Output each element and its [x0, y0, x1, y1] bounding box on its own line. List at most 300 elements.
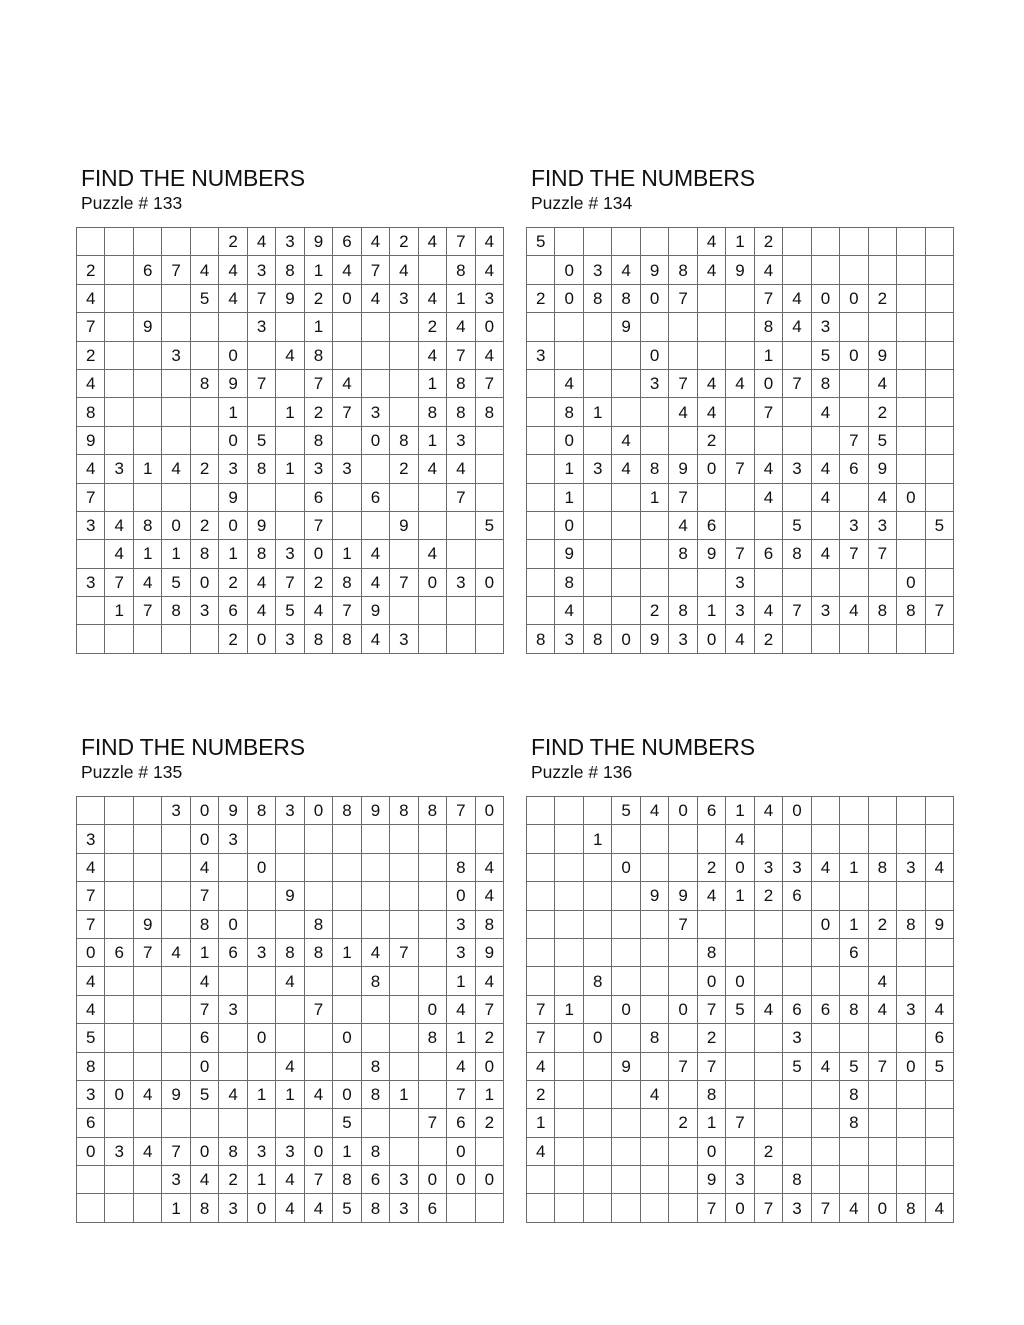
grid-cell: 4 [105, 511, 133, 539]
grid-cell [754, 1052, 782, 1080]
grid-cell [925, 284, 953, 312]
grid-cell: 2 [527, 1080, 555, 1108]
grid-cell [583, 1194, 611, 1222]
grid-row [527, 995, 954, 1023]
grid-cell: 9 [276, 882, 304, 910]
grid-cell: 4 [697, 369, 725, 397]
grid-cell: 4 [754, 597, 782, 625]
grid-cell: 1 [583, 825, 611, 853]
grid-cell [754, 1024, 782, 1052]
grid-cell: 8 [304, 426, 332, 454]
grid-cell [276, 483, 304, 511]
grid-cell: 1 [276, 398, 304, 426]
grid-cell: 6 [333, 228, 361, 256]
grid-cell: 7 [304, 1166, 332, 1194]
grid-cell [527, 426, 555, 454]
grid-cell [219, 967, 247, 995]
grid-cell: 8 [897, 1194, 925, 1222]
grid-cell [162, 398, 190, 426]
grid-cell [697, 313, 725, 341]
grid-cell: 0 [811, 284, 839, 312]
grid-cell [475, 1194, 503, 1222]
grid-cell [840, 625, 868, 653]
grid-cell: 4 [612, 426, 640, 454]
grid-cell [247, 882, 275, 910]
grid-cell: 2 [304, 568, 332, 596]
grid-row [527, 797, 954, 825]
grid-cell [105, 910, 133, 938]
grid-cell [583, 511, 611, 539]
grid-cell [840, 967, 868, 995]
grid-cell: 4 [726, 369, 754, 397]
grid-cell: 4 [247, 597, 275, 625]
grid-cell [925, 1166, 953, 1194]
grid-cell [133, 882, 161, 910]
grid-row [527, 511, 954, 539]
grid-cell [304, 882, 332, 910]
grid-cell [811, 1080, 839, 1108]
grid-cell [640, 1052, 668, 1080]
grid-cell: 9 [612, 1052, 640, 1080]
grid-cell [783, 341, 811, 369]
grid-cell [219, 882, 247, 910]
grid-cell [447, 540, 475, 568]
grid-cell [133, 398, 161, 426]
grid-cell: 4 [754, 455, 782, 483]
grid-cell: 3 [897, 995, 925, 1023]
grid-cell [390, 540, 418, 568]
grid-cell [726, 511, 754, 539]
grid-cell: 3 [276, 797, 304, 825]
grid-cell [105, 967, 133, 995]
grid-cell: 5 [190, 1080, 218, 1108]
grid-cell [669, 228, 697, 256]
grid-cell: 9 [697, 1166, 725, 1194]
grid-row [77, 1194, 504, 1222]
grid-cell: 5 [811, 341, 839, 369]
grid-cell [333, 825, 361, 853]
grid-cell [333, 341, 361, 369]
grid-cell: 0 [555, 511, 583, 539]
grid-cell: 8 [868, 853, 896, 881]
grid-cell: 7 [418, 1109, 446, 1137]
grid-cell [527, 483, 555, 511]
grid-cell [783, 228, 811, 256]
grid-cell: 0 [897, 568, 925, 596]
grid-cell: 4 [669, 398, 697, 426]
grid-cell [840, 369, 868, 397]
grid-cell: 2 [475, 1109, 503, 1137]
grid-cell [105, 483, 133, 511]
grid-cell [527, 597, 555, 625]
grid-cell [555, 910, 583, 938]
grid-cell: 0 [247, 625, 275, 653]
grid-cell [925, 825, 953, 853]
grid-cell: 3 [754, 853, 782, 881]
grid-cell [583, 1052, 611, 1080]
grid-cell: 0 [612, 625, 640, 653]
grid-cell: 6 [304, 483, 332, 511]
grid-row [527, 426, 954, 454]
grid-cell: 4 [925, 1194, 953, 1222]
grid-cell [276, 825, 304, 853]
grid-row [77, 1024, 504, 1052]
grid-cell: 9 [390, 511, 418, 539]
grid-cell: 9 [868, 341, 896, 369]
grid-cell [669, 1137, 697, 1165]
grid-cell: 4 [783, 284, 811, 312]
grid-cell: 4 [868, 483, 896, 511]
grid-cell: 1 [390, 1080, 418, 1108]
grid-cell: 8 [447, 256, 475, 284]
grid-cell [897, 341, 925, 369]
grid-cell: 7 [190, 882, 218, 910]
grid-cell [162, 825, 190, 853]
grid-cell [840, 568, 868, 596]
grid-cell: 1 [190, 938, 218, 966]
grid-cell [105, 1024, 133, 1052]
grid-row [77, 1137, 504, 1165]
grid-cell [162, 1024, 190, 1052]
grid-cell: 7 [669, 910, 697, 938]
grid-cell: 4 [247, 228, 275, 256]
grid-cell: 8 [333, 568, 361, 596]
grid-cell: 0 [418, 995, 446, 1023]
grid-cell: 0 [447, 1137, 475, 1165]
grid-cell [361, 1109, 389, 1137]
grid-cell [868, 313, 896, 341]
grid-cell [133, 228, 161, 256]
grid-cell [219, 853, 247, 881]
grid-cell [840, 398, 868, 426]
grid-cell [133, 341, 161, 369]
grid-cell [190, 341, 218, 369]
grid-cell: 3 [390, 284, 418, 312]
grid-cell: 7 [811, 1194, 839, 1222]
grid-cell: 7 [726, 1109, 754, 1137]
grid-cell [77, 540, 105, 568]
grid-cell: 7 [527, 1024, 555, 1052]
grid-cell: 7 [333, 597, 361, 625]
grid-cell [333, 995, 361, 1023]
grid-cell: 4 [868, 967, 896, 995]
grid-cell: 8 [583, 284, 611, 312]
grid-cell [669, 1194, 697, 1222]
grid-cell [527, 568, 555, 596]
grid-cell: 3 [190, 597, 218, 625]
grid-cell: 8 [447, 369, 475, 397]
grid-cell: 6 [840, 938, 868, 966]
grid-cell [612, 398, 640, 426]
grid-cell [811, 1166, 839, 1194]
grid-cell [105, 1109, 133, 1137]
grid-cell: 9 [868, 455, 896, 483]
grid-cell [555, 1137, 583, 1165]
grid-row [527, 825, 954, 853]
grid-cell [925, 398, 953, 426]
grid-cell: 8 [361, 1194, 389, 1222]
grid-cell: 8 [418, 797, 446, 825]
grid-cell: 0 [190, 797, 218, 825]
grid-cell: 7 [133, 597, 161, 625]
grid-cell: 4 [475, 228, 503, 256]
grid-cell [390, 853, 418, 881]
number-grid [76, 796, 504, 1223]
grid-cell: 6 [783, 882, 811, 910]
grid-cell [418, 1080, 446, 1108]
grid-cell [726, 284, 754, 312]
grid-row [527, 597, 954, 625]
grid-cell: 4 [219, 256, 247, 284]
grid-cell [361, 511, 389, 539]
grid-cell: 4 [726, 625, 754, 653]
grid-row [527, 1137, 954, 1165]
grid-cell [640, 398, 668, 426]
grid-cell: 3 [276, 228, 304, 256]
grid-cell: 4 [105, 540, 133, 568]
grid-cell: 0 [361, 426, 389, 454]
grid-cell: 1 [418, 369, 446, 397]
grid-cell: 0 [190, 1137, 218, 1165]
grid-row [527, 1052, 954, 1080]
grid-cell [840, 1024, 868, 1052]
grid-cell [133, 426, 161, 454]
grid-cell: 0 [475, 568, 503, 596]
grid-cell: 0 [190, 568, 218, 596]
grid-cell [390, 398, 418, 426]
grid-cell [640, 228, 668, 256]
grid-cell: 3 [447, 938, 475, 966]
grid-cell [133, 625, 161, 653]
grid-cell: 4 [868, 995, 896, 1023]
grid-cell [897, 1109, 925, 1137]
grid-cell: 8 [190, 910, 218, 938]
grid-cell: 3 [105, 1137, 133, 1165]
grid-cell [612, 825, 640, 853]
grid-cell [811, 625, 839, 653]
grid-cell: 7 [247, 369, 275, 397]
grid-cell: 3 [390, 1194, 418, 1222]
grid-cell [811, 967, 839, 995]
grid-cell [418, 511, 446, 539]
grid-cell: 8 [475, 910, 503, 938]
grid-cell: 0 [840, 341, 868, 369]
grid-cell [361, 995, 389, 1023]
grid-cell [640, 313, 668, 341]
grid-cell: 4 [925, 995, 953, 1023]
grid-cell: 1 [754, 341, 782, 369]
grid-cell [897, 1024, 925, 1052]
grid-cell [333, 910, 361, 938]
grid-cell [811, 882, 839, 910]
grid-cell [840, 256, 868, 284]
grid-cell: 5 [475, 511, 503, 539]
grid-cell: 0 [190, 825, 218, 853]
grid-cell: 1 [555, 995, 583, 1023]
grid-row [77, 313, 504, 341]
grid-cell: 2 [640, 597, 668, 625]
grid-cell: 3 [447, 568, 475, 596]
grid-cell [697, 910, 725, 938]
grid-cell: 7 [333, 398, 361, 426]
grid-cell: 7 [925, 597, 953, 625]
grid-cell: 8 [783, 1166, 811, 1194]
grid-cell: 8 [304, 341, 332, 369]
grid-cell: 1 [447, 284, 475, 312]
grid-cell [583, 426, 611, 454]
grid-cell [697, 483, 725, 511]
grid-cell [475, 455, 503, 483]
grid-cell [783, 256, 811, 284]
grid-cell [925, 882, 953, 910]
grid-cell [612, 882, 640, 910]
grid-cell: 9 [219, 369, 247, 397]
grid-cell: 8 [612, 284, 640, 312]
grid-cell [247, 995, 275, 1023]
grid-cell [77, 1194, 105, 1222]
grid-cell: 7 [475, 369, 503, 397]
grid-cell: 4 [612, 256, 640, 284]
grid-cell [527, 797, 555, 825]
grid-cell [418, 483, 446, 511]
grid-cell [162, 284, 190, 312]
grid-cell: 8 [304, 910, 332, 938]
grid-cell [868, 1080, 896, 1108]
grid-row [527, 313, 954, 341]
grid-cell [783, 1080, 811, 1108]
grid-cell [726, 313, 754, 341]
grid-cell [925, 483, 953, 511]
grid-cell [555, 938, 583, 966]
grid-row [77, 1080, 504, 1108]
grid-cell: 9 [669, 455, 697, 483]
grid-cell [897, 313, 925, 341]
grid-cell: 1 [583, 398, 611, 426]
grid-cell: 8 [304, 625, 332, 653]
grid-cell: 3 [840, 511, 868, 539]
grid-cell: 3 [219, 455, 247, 483]
grid-row [527, 228, 954, 256]
grid-cell [583, 882, 611, 910]
grid-cell: 9 [77, 426, 105, 454]
grid-cell: 0 [669, 995, 697, 1023]
grid-cell [897, 398, 925, 426]
grid-cell: 6 [697, 797, 725, 825]
grid-cell: 8 [219, 1137, 247, 1165]
grid-cell: 1 [133, 455, 161, 483]
grid-cell [361, 853, 389, 881]
grid-cell: 1 [219, 398, 247, 426]
grid-cell [868, 1166, 896, 1194]
grid-cell: 4 [555, 369, 583, 397]
grid-cell [361, 455, 389, 483]
grid-cell [811, 426, 839, 454]
grid-cell [105, 1166, 133, 1194]
grid-cell [897, 825, 925, 853]
grid-cell: 9 [612, 313, 640, 341]
grid-cell [612, 483, 640, 511]
grid-cell [840, 483, 868, 511]
grid-cell [105, 1052, 133, 1080]
grid-cell [105, 995, 133, 1023]
grid-cell: 2 [190, 455, 218, 483]
grid-cell [811, 797, 839, 825]
grid-cell [612, 511, 640, 539]
grid-cell: 7 [447, 228, 475, 256]
grid-cell [612, 1194, 640, 1222]
grid-cell: 3 [447, 426, 475, 454]
grid-cell: 0 [583, 1024, 611, 1052]
grid-cell [925, 797, 953, 825]
grid-cell [162, 369, 190, 397]
grid-cell: 9 [697, 540, 725, 568]
grid-cell: 4 [640, 797, 668, 825]
grid-cell: 1 [418, 426, 446, 454]
grid-cell [897, 455, 925, 483]
grid-cell [754, 910, 782, 938]
grid-cell [333, 1052, 361, 1080]
grid-cell [726, 426, 754, 454]
grid-cell [783, 910, 811, 938]
grid-cell: 2 [77, 341, 105, 369]
grid-cell: 0 [77, 1137, 105, 1165]
grid-cell [697, 568, 725, 596]
grid-cell: 5 [925, 511, 953, 539]
grid-cell: 3 [276, 540, 304, 568]
grid-cell: 2 [190, 511, 218, 539]
grid-row [527, 540, 954, 568]
grid-cell [783, 625, 811, 653]
grid-cell [162, 1052, 190, 1080]
grid-cell: 8 [447, 398, 475, 426]
grid-cell [361, 313, 389, 341]
grid-cell [390, 1052, 418, 1080]
grid-cell [162, 228, 190, 256]
grid-cell: 2 [754, 625, 782, 653]
grid-cell: 7 [697, 1052, 725, 1080]
grid-cell [612, 369, 640, 397]
grid-cell: 3 [162, 1166, 190, 1194]
grid-cell: 7 [754, 1194, 782, 1222]
grid-cell: 8 [333, 625, 361, 653]
grid-cell: 7 [475, 995, 503, 1023]
grid-cell [276, 511, 304, 539]
grid-cell: 1 [447, 1024, 475, 1052]
grid-cell [897, 1080, 925, 1108]
grid-cell: 4 [276, 1194, 304, 1222]
puzzle-title: FIND THE NUMBERS [531, 734, 755, 760]
grid-cell [754, 967, 782, 995]
grid-cell [162, 313, 190, 341]
grid-row [527, 398, 954, 426]
grid-cell: 0 [840, 284, 868, 312]
grid-cell: 6 [219, 597, 247, 625]
grid-cell: 3 [247, 256, 275, 284]
grid-cell: 8 [418, 398, 446, 426]
grid-cell: 3 [475, 284, 503, 312]
grid-cell: 5 [247, 426, 275, 454]
grid-cell [527, 455, 555, 483]
grid-cell: 8 [669, 540, 697, 568]
grid-cell: 8 [390, 797, 418, 825]
grid-row [77, 1109, 504, 1137]
number-grid [526, 796, 954, 1223]
grid-cell: 0 [219, 910, 247, 938]
grid-cell: 4 [527, 1052, 555, 1080]
grid-cell [811, 228, 839, 256]
grid-cell [77, 228, 105, 256]
grid-cell [868, 797, 896, 825]
